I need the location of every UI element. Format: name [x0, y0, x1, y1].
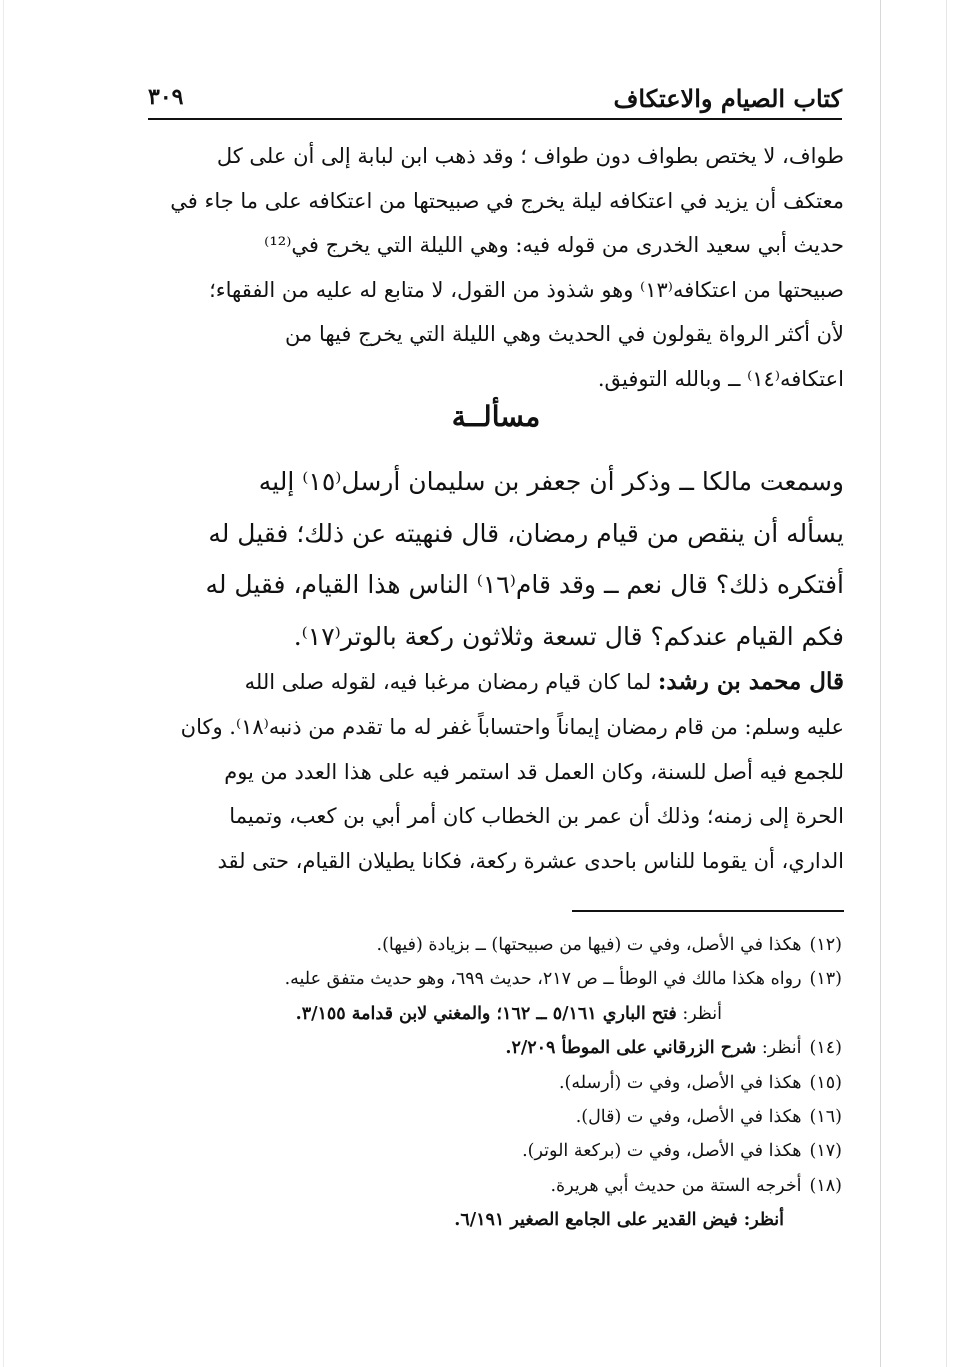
footnote-number: (١٢): [809, 935, 842, 955]
footnote-13-continued: [148, 997, 842, 1031]
footnote-number: (١٦): [809, 1107, 842, 1128]
footnote-text: رواه هكذا مالك في الوطأ ــ ص ٢١٧، حديث ٦٩٩، وهو حديث متفق عليه.: [284, 969, 802, 990]
text-fragment: لما كان قيام رمضان مرغبا فيه، لقوله صلى الله: [244, 670, 658, 694]
footnote-number: (١٥): [809, 1072, 842, 1093]
paragraph-1: [148, 134, 844, 402]
text-line: صبيحتها من اعتكافه⁽١٣⁾ وهو شذوذ من القول، لا متابع له عليه من الفقهاء؛: [209, 277, 844, 302]
footnote-18: [148, 1169, 842, 1203]
text-line: فكم القيام عندكم؟ قال تسعة وثلاثون ركعة بالوتر⁽١٧⁾.: [293, 621, 844, 651]
footnote-14: [148, 1031, 842, 1065]
text-line: الحرة إلى زمنه؛ وذلك أن عمر بن الخطاب كان أمر أبي بن كعب، وتميما: [229, 804, 844, 829]
section-title: مسألــة: [451, 400, 541, 433]
page-edge-right: [880, 0, 881, 1367]
page-edge-left: [3, 0, 4, 1367]
text-line: معتكف أن يزيد في اعتكافه ليلة يخرج في صبيحتها من اعتكافه على ما جاء في: [170, 188, 844, 213]
footnote-text: أنظر:: [756, 1038, 802, 1059]
footnote-text: هكذا في الأصل، وفي ت (بركعة الوتر).: [522, 1141, 802, 1162]
footnote-12: [148, 928, 842, 962]
text-line: الداري، أن يقوما للناس باحدى عشرة ركعة، فكانا يطيلان القيام، حتى لقد: [217, 849, 844, 874]
footnote-13: [148, 962, 842, 996]
text-line: عليه وسلم: من قام رمضان إيماناً واحتساباً غفر له ما تقدم من ذنبه⁽١٨⁾. وكان: [180, 714, 844, 739]
footnote-16: [148, 1100, 842, 1134]
footnote-reference: شرح الزرقاني على الموطأ ٢/٢٠٩.: [505, 1038, 757, 1059]
paragraph-3: [148, 660, 844, 884]
text-line: للجمع فيه أصل للسنة، وكان العمل قد استمر فيه على هذا العدد من يوم: [224, 759, 844, 784]
text-line: لأن أكثر الرواة يقولون في الحديث وهي الليلة التي يخرج فيها من: [285, 322, 844, 347]
footnote-text: هكذا في الأصل، وفي ت (فيها من صبيحتها) ــ بزيادة (فيها).: [376, 935, 802, 955]
footnote-15: [148, 1066, 842, 1100]
footnote-text: أنظر:: [676, 1003, 722, 1024]
footnote-17: [148, 1134, 842, 1168]
header-rule: [148, 118, 842, 120]
footnote-text: أخرجه الستة من حديث أبي هريرة.: [550, 1175, 802, 1196]
text-line: [148, 660, 844, 705]
text-line: طواف، لا يختص بطواف دون طواف ؛ وقد ذهب ابن لبابة إلى أن على كل: [216, 144, 844, 168]
footnote-18-continued: [148, 1203, 842, 1237]
text-line: يسأله أن ينقص من قيام رمضان، قال فنهيته عن ذلك؛ فقيل له: [208, 518, 844, 548]
running-title: كتاب الصيام والاعتكاف: [613, 84, 842, 113]
footnotes: [148, 928, 842, 1238]
page-header: [148, 78, 842, 120]
text-line: وسمعت مالكا ــ وذكر أن جعفر بن سليمان أرسل⁽١٥⁾ إليه: [258, 467, 844, 496]
footnote-text: هكذا في الأصل، وفي ت (قال).: [575, 1107, 802, 1128]
footnote-text: أنظر: فيض القدير على الجامع الصغير ٦/١٩١.: [454, 1210, 784, 1231]
page-edge-far-right: [946, 0, 947, 1367]
paragraph-2: [148, 456, 844, 662]
footnote-number: (١٤): [809, 1038, 842, 1059]
text-line: اعتكافه⁽١٤⁾ ــ وبالله التوفيق.: [597, 366, 844, 391]
text-line: حديث أبي سعيد الخدرى من قوله فيه: وهي الليلة التي يخرج في⁽¹²⁾: [264, 233, 844, 258]
footnote-number: (١٨): [809, 1175, 842, 1196]
footnote-reference: فتح الباري ٥/١٦١ ــ ١٦٢؛ والمغني لابن قدامة ٣/١٥٥.: [295, 1003, 677, 1024]
page-number: ٣٠٩: [148, 84, 184, 110]
speaker-attribution: قال محمد بن رشد:: [657, 668, 844, 695]
footnote-number: (١٣): [809, 969, 842, 990]
text-line: أفتكره ذلك؟ قال نعم ــ وقد قام⁽١٦⁾ الناس هذا القيام، فقيل له: [205, 570, 844, 599]
footnote-number: (١٧): [809, 1141, 842, 1162]
footnote-separator: [572, 910, 844, 912]
footnote-text: هكذا في الأصل، وفي ت (أرسله).: [558, 1072, 802, 1093]
